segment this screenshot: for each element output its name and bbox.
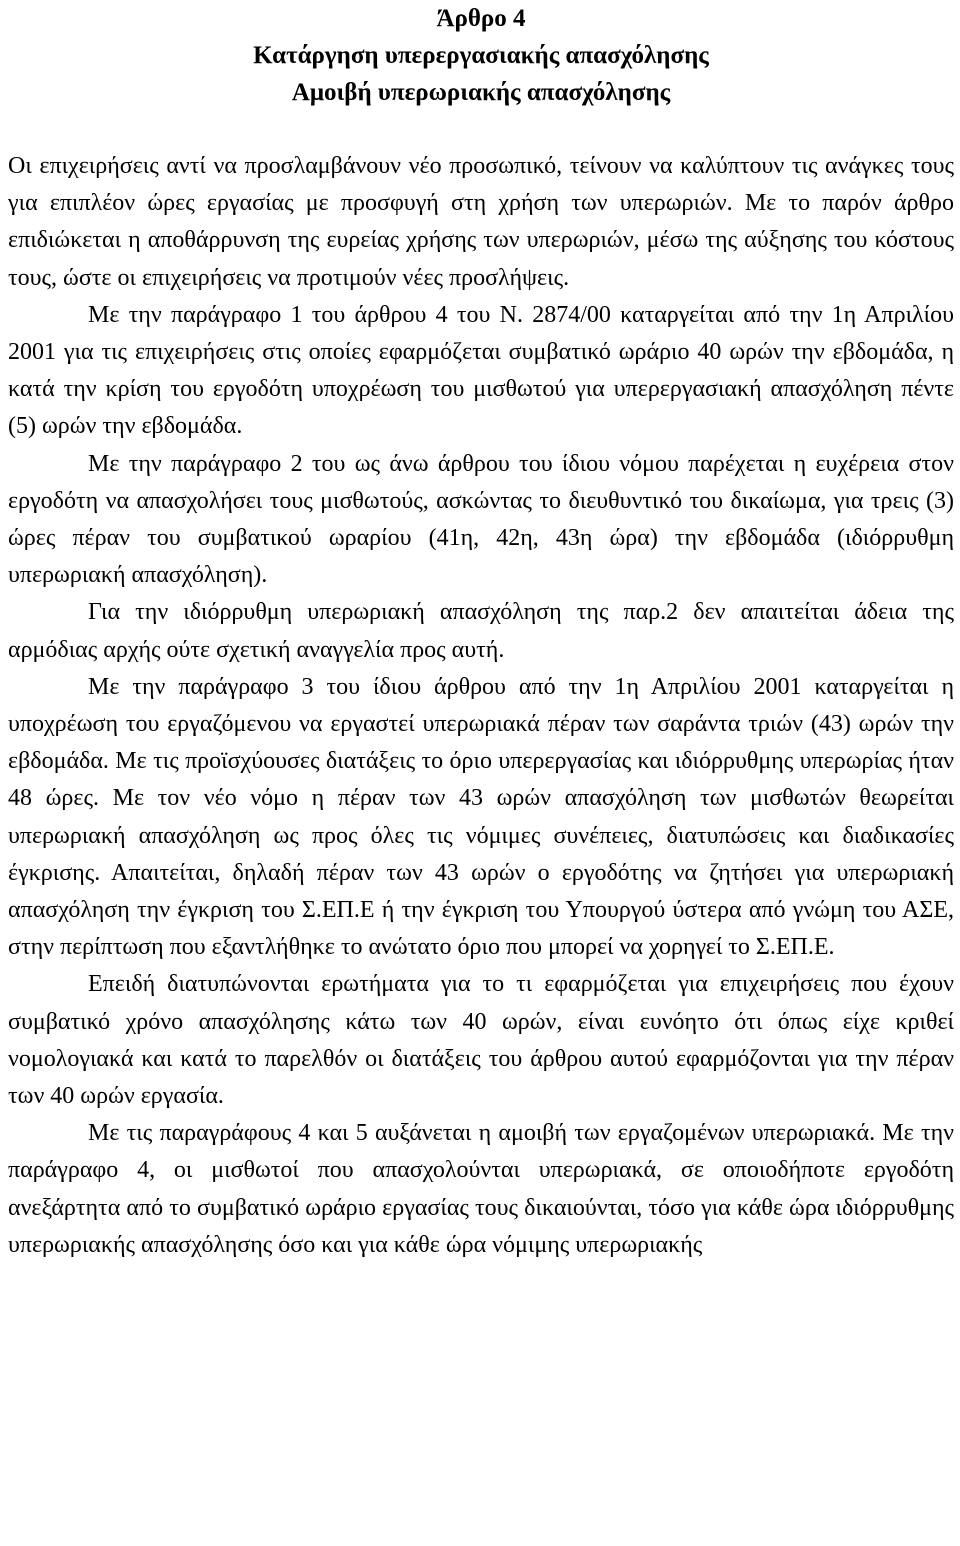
document-heading (8, 0, 954, 111)
paragraph-5: Επειδή διατυπώνονται ερωτήματα για το τι εφαρμόζεται για επιχειρήσεις που έχουν συμβατικό χρόνο απασχόλησης κάτω των 40 ωρών, είναι ευνόητο ότι όπως είχε κριθεί νομολογιακά και κατά το παρελθόν οι διατάξεις του άρθρου αυτού εφαρμόζονται για την πέραν των 40 ωρών εργασία. (8, 971, 954, 1110)
paragraph-3: Για την ιδιόρρυθμη υπερωριακή απασχόληση της παρ.2 δεν απαιτείται άδεια της αρμόδιας αρχής ούτε σχετική αναγγελία προς αυτή. (8, 599, 954, 663)
subtitle-remuneration: Αμοιβή υπερωριακής απασχόλησης (291, 79, 671, 106)
paragraph-6: Με τις παραγράφους 4 και 5 αυξάνεται η αμοιβή των εργαζομένων υπερωριακά. Με την παράγραφο 4, οι μισθωτοί που απασχολούνται υπερωριακά, σε οποιοδήποτε εργοδότη ανεξάρτητα από το συμβατικό ωράριο εργασίας τους δικαιούνται, τόσο για κάθε ώρα ιδιόρρυθμης υπερωριακής απασχόλησης όσο και για κάθε ώρα νόμιμης υπερωριακής (8, 1120, 954, 1258)
paragraph-4: Με την παράγραφο 3 του ίδιου άρθρου από την 1η Απριλίου 2001 καταργείται η υποχρέωση του εργαζόμενου να εργαστεί υπερωριακά πέραν των σαράντα τριών (43) ωρών την εβδομάδα. Με τις προϊσχύουσες διατάξεις το όριο υπερεργασίας και ιδιόρρυθμης υπερωρίας ήταν 48 ώρες. Με τον νέο νόμο η πέραν των 43 ωρών απασχόληση των μισθωτών θεωρείται υπερωριακή απασχόληση ως προς όλες τις νόμιμες συνέπειες, διατυπώσεις και διαδικασίες έγκρισης. Απαιτείται, δηλαδή πέραν των 43 ωρών ο εργοδότης να ζητήσει για υπερωριακή απασχόληση την έγκριση του Σ.ΕΠ.Ε ή την έγκριση του Υπουργού ύστερα από γνώμη του ΑΣΕ, στην περίπτωση που εξαντλήθηκε το ανώτατο όριο που μπορεί να χορηγεί το Σ.ΕΠ.Ε. (8, 673, 954, 961)
article-title: Άρθρο 4 (436, 5, 526, 32)
paragraph-1: Με την παράγραφο 1 του άρθρου 4 του Ν. 2874/00 καταργείται από την 1η Απριλίου 2001 για τις επιχειρήσεις στις οποίες εφαρμόζεται συμβατικό ωράριο 40 ωρών την εβδομάδα, η κατά την κρίση του εργοδότη υποχρέωση του μισθωτού για υπερεργασιακή απασχόληση πέντε (5) ωρών την εβδομάδα. (8, 301, 954, 440)
paragraph-2: Με την παράγραφο 2 του ως άνω άρθρου του ίδιου νόμου παρέχεται η ευχέρεια στον εργοδότη να απασχολήσει τους μισθωτούς, ασκώντας το διευθυντικό του δικαίωμα, για τρεις (3) ώρες πέραν του συμβατικού ωραρίου (41η, 42η, 43η ώρα) την εβδομάδα (ιδιόρρυθμη υπερωριακή απασχόληση). (8, 450, 954, 589)
paragraph-intro: Οι επιχειρήσεις αντί να προσλαμβάνουν νέο προσωπικό, τείνουν να καλύπτουν τις ανάγκες τους για επιπλέον ώρες εργασίας με προσφυγή στη χρήση των υπερωριών. Με το παρόν άρθρο επιδιώκεται η αποθάρρυνση της ευρείας χρήσης των υπερωριών, μέσω της αύξησης του κόστους τους, ώστε οι επιχειρήσεις να προτιμούν νέες προσλήψεις. (8, 153, 954, 291)
subtitle-abolition: Κατάργηση υπερεργασιακής απασχόλησης (253, 42, 709, 69)
